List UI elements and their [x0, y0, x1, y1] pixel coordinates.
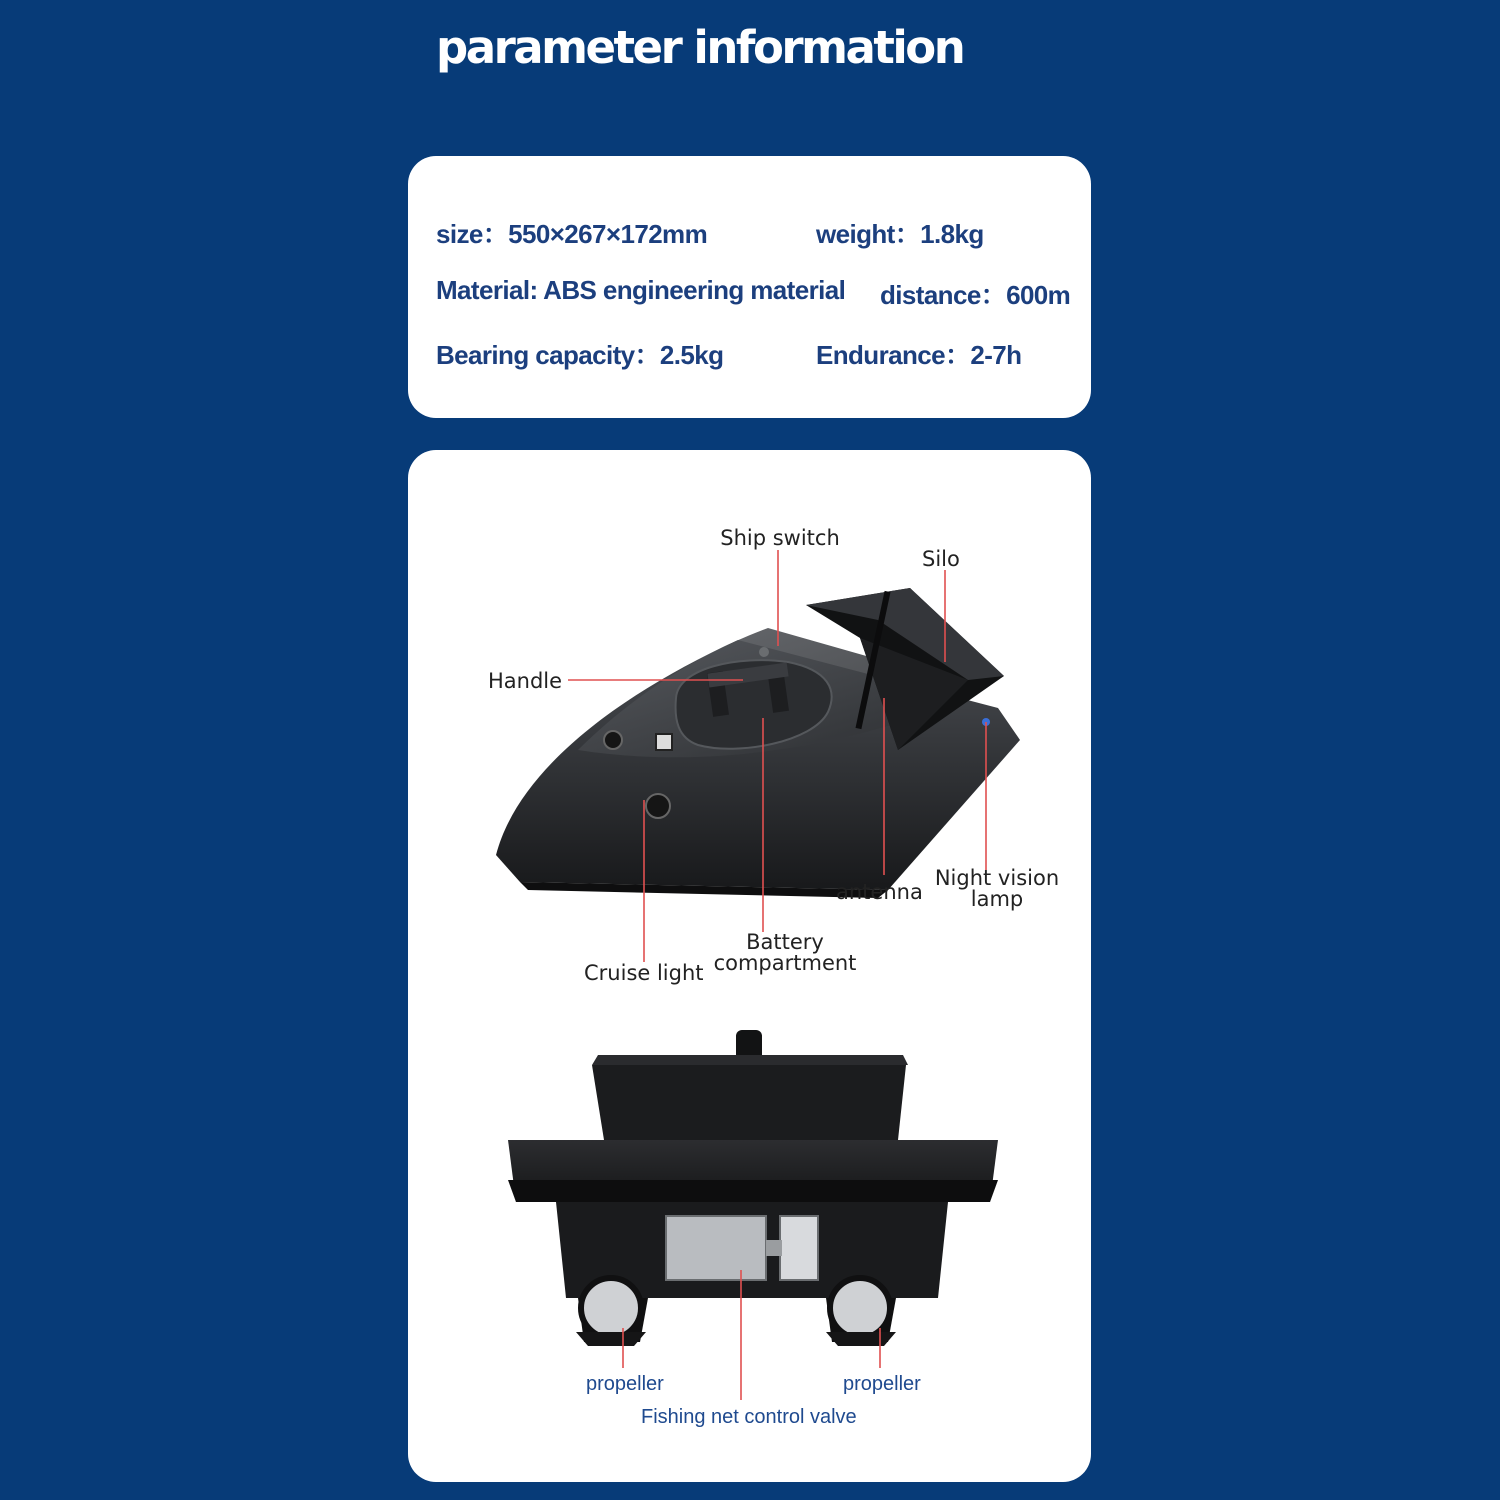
label-propeller-left: propeller — [586, 1373, 664, 1395]
label-fishing-net-control-valve: Fishing net control valve — [641, 1406, 857, 1428]
boat-top-view — [496, 588, 1020, 898]
spec-size: size：550×267×172mm — [436, 219, 708, 249]
label-battery-compartment: Battery compartment — [713, 930, 857, 975]
spec-endurance: Endurance：2-7h — [816, 340, 1022, 370]
label-cruise-light: Cruise light — [584, 961, 704, 985]
spec-distance: distance：600m — [880, 280, 1071, 310]
label-ship-switch: Ship switch — [720, 526, 840, 550]
spec-material: Material: ABS engineering material — [436, 275, 846, 305]
boat-diagram-card — [408, 450, 1091, 1482]
label-handle: Handle — [488, 669, 563, 693]
parameter-card — [408, 156, 1091, 418]
label-propeller-right: propeller — [843, 1373, 921, 1395]
label-night-vision-lamp: Night vision lamp — [934, 866, 1060, 911]
spec-bearing-capacity: Bearing capacity：2.5kg — [436, 340, 724, 370]
label-antenna: antenna — [836, 880, 923, 904]
label-silo: Silo — [922, 547, 960, 571]
boat-rear-view — [508, 1030, 998, 1346]
page-title: parameter information — [436, 21, 964, 74]
spec-weight: weight：1.8kg — [816, 219, 984, 249]
